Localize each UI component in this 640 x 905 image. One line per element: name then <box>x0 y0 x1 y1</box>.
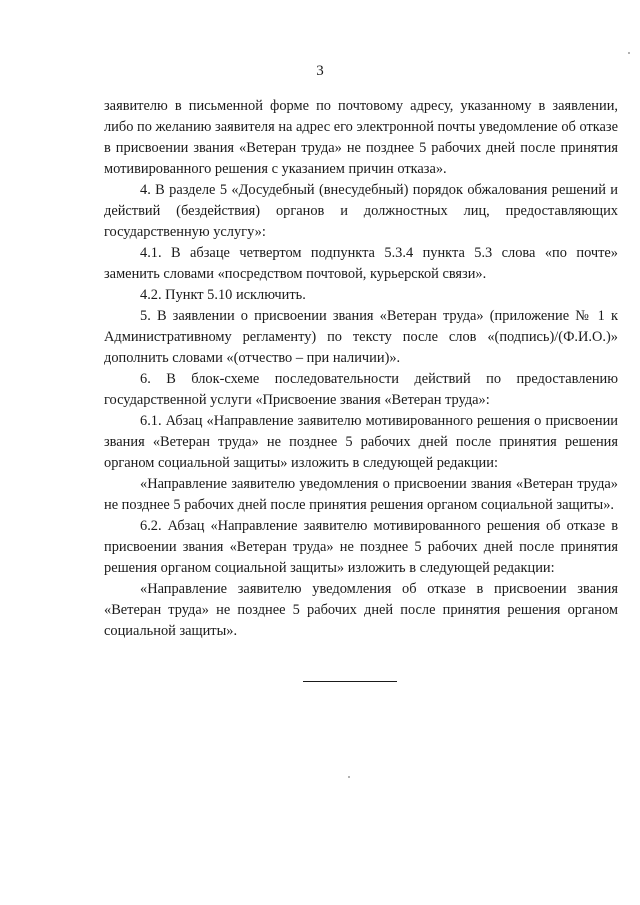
paragraph-continuation: заявителю в письменной форме по почтовому адресу, указанному в заявлении, либо по желанию заявителя на адрес его электронной почты уведомление об отказе в присвоении звания «Ветеран труда» не позднее 5 рабочих дней после принятия мотивированного решения с указанием причин отказа». <box>104 98 618 177</box>
paragraph-item-5: 5. В заявлении о присвоении звания «Ветеран труда» (приложение № 1 к Административному регламенту) по тексту после слов «(подпись)/(Ф.И.О.)» дополнить словами «(отчество – при наличии)». <box>104 308 618 366</box>
end-separator-line <box>303 681 397 682</box>
scan-speck <box>348 776 350 778</box>
paragraph-item-4: 4. В разделе 5 «Досудебный (внесудебный) порядок обжалования решений и действий (бездействия) органов и должностных лиц, предоставляющих государственную услугу»: <box>104 182 618 240</box>
paragraph-item-6-1-new-text: «Направление заявителю уведомления о присвоении звания «Ветеран труда» не позднее 5 рабочих дней после принятия решения органом социальной защиты». <box>104 476 618 513</box>
paragraph-item-4-2: 4.2. Пункт 5.10 исключить. <box>140 287 306 303</box>
paragraph-item-6: 6. В блок-схеме последовательности действий по предоставлению государственной услуги «Присвоение звания «Ветеран труда»: <box>104 371 618 408</box>
paragraph-item-6-1: 6.1. Абзац «Направление заявителю мотивированного решения о присвоении звания «Ветеран труда» не позднее 5 рабочих дней после принятия решения органом социальной защиты» изложить в следующей редакции: <box>104 413 618 471</box>
paragraph-item-4-1: 4.1. В абзаце четвертом подпункта 5.3.4 пункта 5.3 слова «по почте» заменить словами «посредством почтовой, курьерской связи». <box>104 245 618 282</box>
paragraph-item-6-2-new-text: «Направление заявителю уведомления об отказе в присвоении звания «Ветеран труда» не позднее 5 рабочих дней после принятия решения органом социальной защиты». <box>104 581 618 639</box>
page-number: 3 <box>316 63 324 79</box>
document-body <box>104 96 618 642</box>
scan-speck <box>628 52 630 54</box>
paragraph-item-6-2: 6.2. Абзац «Направление заявителю мотивированного решения об отказе в присвоении звания «Ветеран труда» не позднее 5 рабочих дней после принятия решения органом социальной защиты» изложить в следующей редакции: <box>104 518 618 576</box>
